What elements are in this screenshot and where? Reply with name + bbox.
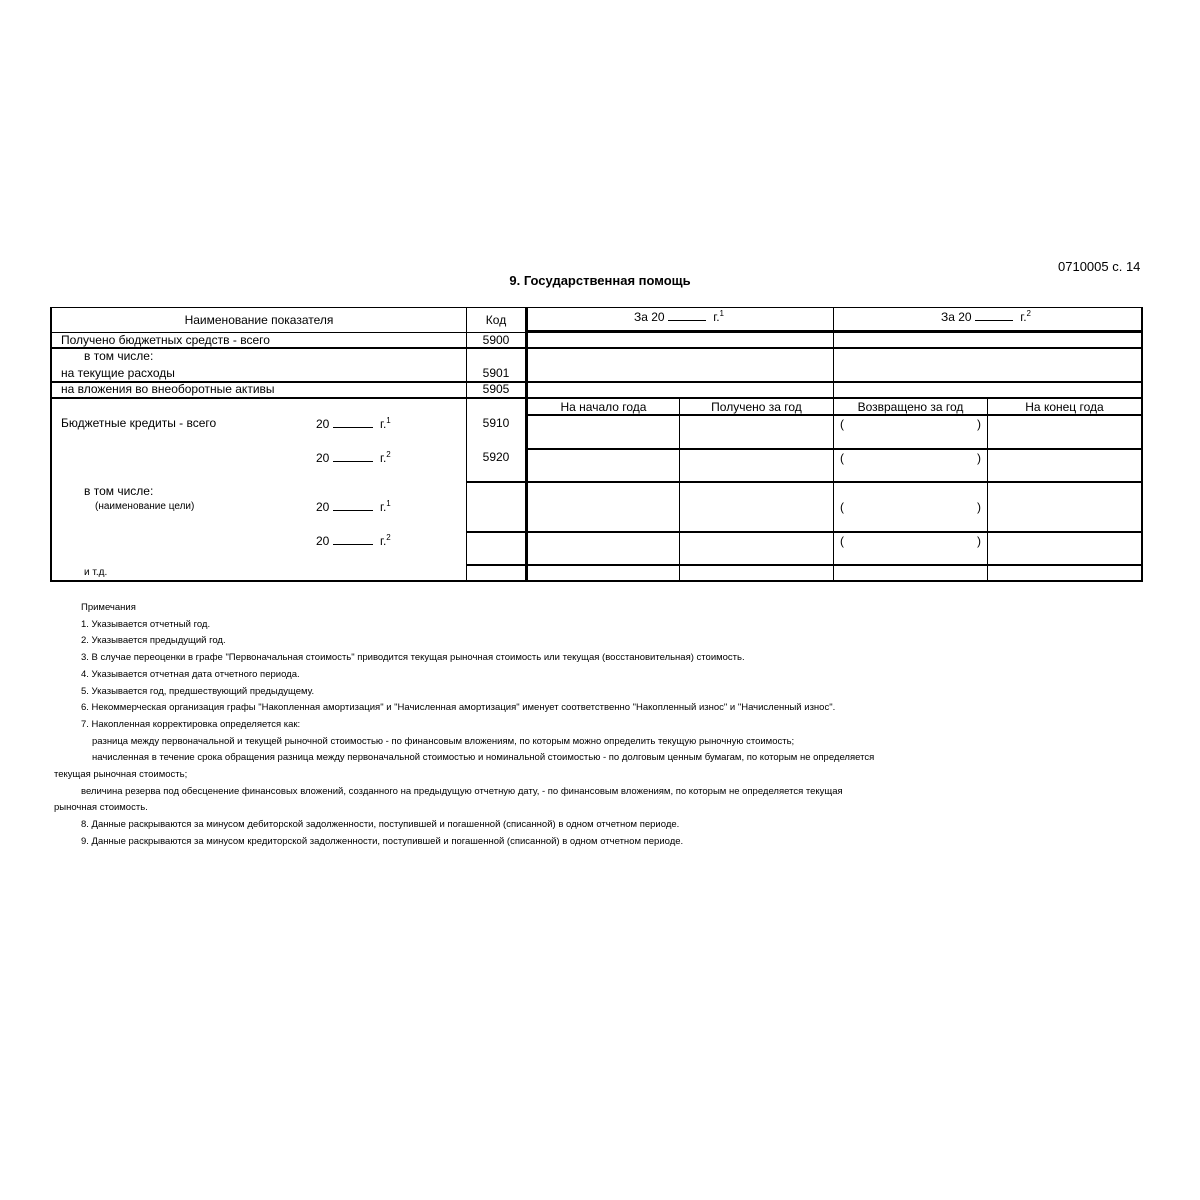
subheader-returned: Возвращено за год: [857, 400, 964, 414]
note-7b: начисленная в течение срока обращения разница между первоначальной стоимостью и номинальной стоимостью - по долговым ценным бумагам, по которым не определяется: [92, 752, 875, 764]
paren-close: ): [977, 500, 981, 514]
table-col-rule: [987, 398, 988, 582]
note-2: 2. Указывается предыдущий год.: [81, 635, 226, 647]
note-9: 9. Данные раскрываются за минусом кредиторской задолженности, поступившей и погашенной (списанной) в одном отчетном периоде.: [81, 835, 684, 847]
row-received-total: Получено бюджетных средств - всего: [61, 333, 270, 347]
col-header-code: Код: [485, 313, 507, 327]
row-purpose-name: (наименование цели): [95, 501, 195, 512]
note-7c: величина резерва под обесценение финансовых вложений, созданного на предыдущую отчетную дату, - по финансовым вложениям, по которым не определяется текущая: [81, 785, 843, 797]
note-5: 5. Указывается год, предшествующий предыдущему.: [81, 685, 315, 697]
table-rule: [466, 481, 1143, 483]
table-border-right: [1141, 307, 1143, 582]
row-including-credits: в том числе:: [84, 484, 154, 498]
table-rule: [51, 397, 1143, 399]
paren-open: (: [840, 451, 844, 465]
table-border-left: [50, 307, 52, 582]
paren-open: (: [840, 417, 844, 431]
note-7b-cont: текущая рыночная стоимость;: [54, 769, 188, 781]
row-etc: и т.д.: [84, 567, 108, 578]
year-label-3: 20 г.$^1$: [316, 499, 391, 514]
table-border-top: [51, 307, 1143, 308]
note-7c-cont: рыночная стоимость.: [54, 802, 148, 814]
row-investments: на вложения во внеоборотные активы: [61, 382, 275, 396]
table-rule: [466, 564, 1143, 566]
row-credits-total: Бюджетные кредиты - всего: [61, 416, 217, 430]
notes-heading: Примечания: [81, 602, 136, 613]
row-including: в том числе:: [84, 349, 154, 363]
subheader-received: Получено за год: [711, 400, 802, 414]
paren-close: ): [977, 534, 981, 548]
table-col-rule: [833, 307, 834, 582]
note-4: 4. Указывается отчетная дата отчетного периода.: [81, 668, 300, 680]
note-7a: разница между первоначальной и текущей рыночной стоимостью - по финансовым вложениям, по которым можно определить текущую рыночную стоимость;: [92, 735, 795, 747]
paren-open: (: [840, 500, 844, 514]
code-5920: 5920: [482, 450, 510, 464]
notes-section: [54, 600, 1054, 851]
code-5900: 5900: [482, 333, 510, 347]
note-1: 1. Указывается отчетный год.: [81, 618, 211, 630]
paren-close: ): [977, 451, 981, 465]
table-border-bottom: [51, 580, 1143, 582]
year-label-4: 20 г.$^2$: [316, 533, 391, 548]
period-header-1: За 20 г.$^1$: [634, 309, 724, 324]
table-col-rule: [679, 398, 680, 582]
paren-close: ): [977, 417, 981, 431]
note-7: 7. Накопленная корректировка определяется как:: [81, 718, 301, 730]
year-blank: [668, 309, 706, 321]
note-6: 6. Некоммерческая организация графы "Накопленная амортизация" и "Начисленная амортизация" именует соответственно "Накопленный износ" и "Начисленный износ".: [81, 702, 836, 714]
subheader-end: На конец года: [1025, 400, 1104, 414]
code-5905: 5905: [482, 382, 510, 396]
table-rule: [51, 347, 1143, 349]
year-blank: [333, 450, 373, 462]
year-blank: [975, 309, 1013, 321]
table-rule: [527, 448, 1143, 450]
table-rule: [527, 330, 1143, 333]
year-label-1: 20 г.$^1$: [316, 416, 391, 431]
table-rule: [466, 531, 1143, 533]
code-5910: 5910: [482, 416, 510, 430]
form-code: 0710005 с. 14: [1058, 259, 1141, 274]
col-header-name: Наименование показателя: [184, 313, 334, 327]
table-col-rule: [466, 307, 467, 582]
period-header-2: За 20 г.$^2$: [941, 309, 1031, 324]
year-label-2: 20 г.$^2$: [316, 450, 391, 465]
row-current-expenses: на текущие расходы: [61, 366, 175, 380]
year-blank: [333, 416, 373, 428]
note-3: 3. В случае переоценки в графе "Первоначальная стоимость" приводится текущая рыночная стоимость или текущая (восстановительная) стоимость.: [81, 652, 745, 664]
year-blank: [333, 533, 373, 545]
paren-open: (: [840, 534, 844, 548]
code-5901: 5901: [482, 366, 510, 380]
year-blank: [333, 499, 373, 511]
section-title: 9. Государственная помощь: [509, 273, 691, 288]
table-rule: [527, 414, 1143, 416]
subheader-start: На начало года: [560, 400, 647, 414]
table-col-rule: [525, 307, 528, 582]
note-8: 8. Данные раскрываются за минусом дебиторской задолженности, поступившей и погашенной (списанной) в одном отчетном периоде.: [81, 819, 680, 831]
